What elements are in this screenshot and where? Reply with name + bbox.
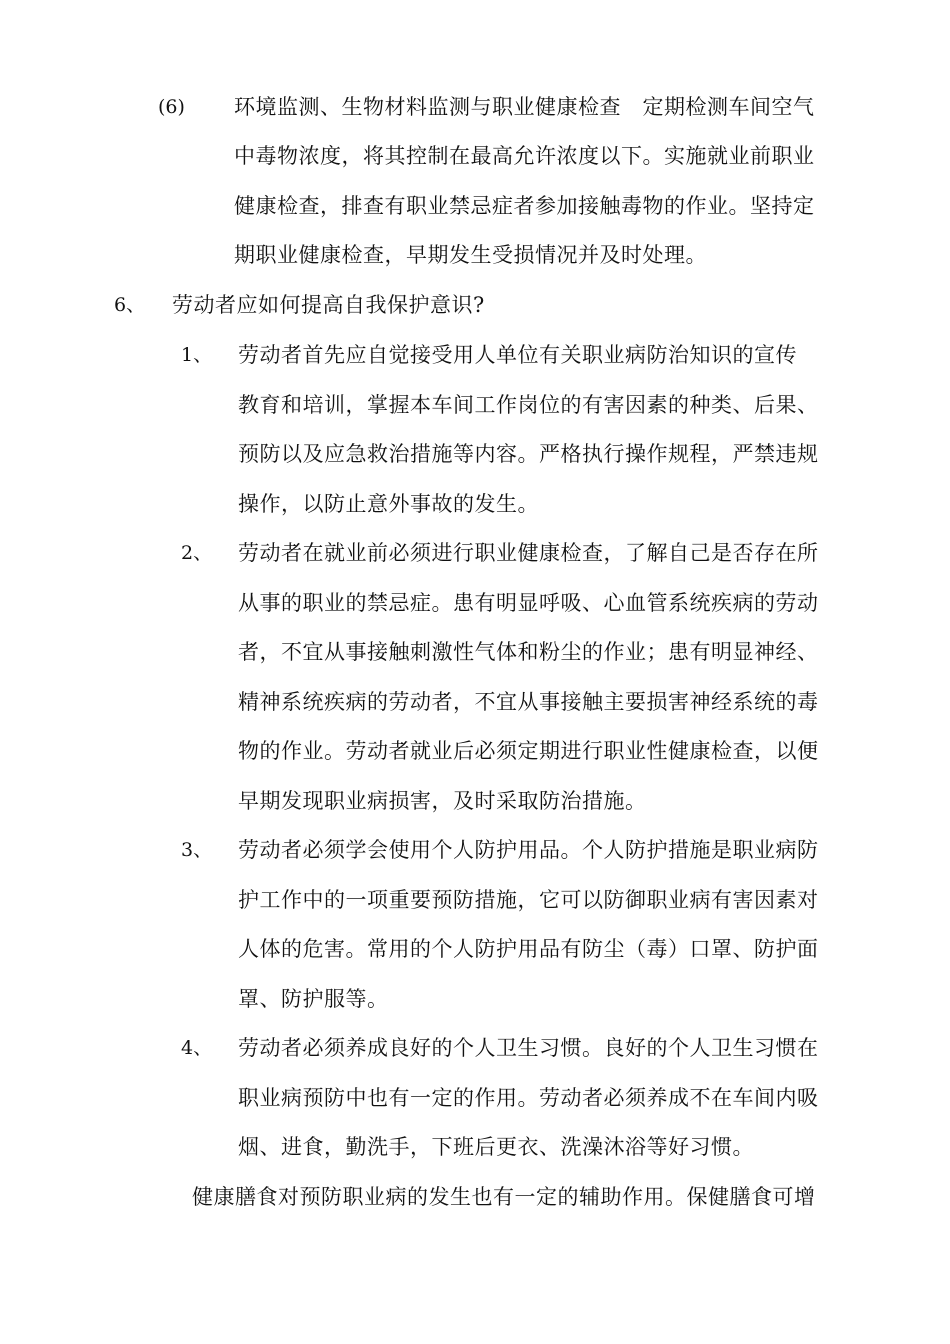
item-3-line-2: 护工作中的一项重要预防措施，它可以防御职业病有害因素对 bbox=[238, 888, 819, 912]
item-2-line-3: 者，不宜从事接触刺激性气体和粉尘的作业；患有明显神经、 bbox=[238, 640, 819, 664]
item-marker-3: 3、 bbox=[181, 839, 213, 861]
item-1-line-4: 操作，以防止意外事故的发生。 bbox=[238, 492, 539, 516]
item-marker-1: 1、 bbox=[181, 344, 213, 366]
item-1-line-3: 预防以及应急救治措施等内容。严格执行操作规程，严禁违规 bbox=[238, 442, 819, 466]
sub-item-6-line-3: 健康检查，排查有职业禁忌症者参加接触毒物的作业。坚持定 bbox=[234, 194, 815, 218]
item-2-line-4: 精神系统疾病的劳动者，不宜从事接触主要损害神经系统的毒 bbox=[238, 690, 819, 714]
item-3-line-1: 劳动者必须学会使用个人防护用品。个人防护措施是职业病防 bbox=[238, 838, 819, 862]
closing-paragraph-line: 健康膳食对预防职业病的发生也有一定的辅助作用。保健膳食可增 bbox=[192, 1185, 816, 1209]
sub-item-6-line-4: 期职业健康检查，早期发生受损情况并及时处理。 bbox=[234, 243, 707, 267]
question-6-text: 劳动者应如何提高自我保护意识? bbox=[172, 293, 485, 317]
item-2-line-2: 从事的职业的禁忌症。患有明显呼吸、心血管系统疾病的劳动 bbox=[238, 591, 819, 615]
item-1-line-1: 劳动者首先应自觉接受用人单位有关职业病防治知识的宣传 bbox=[238, 343, 797, 367]
item-3-line-3: 人体的危害。常用的个人防护用品有防尘（毒）口罩、防护面 bbox=[238, 937, 819, 961]
sub-item-6-line-2: 中毒物浓度，将其控制在最高允许浓度以下。实施就业前职业 bbox=[234, 144, 815, 168]
item-1-line-2: 教育和培训，掌握本车间工作岗位的有害因素的种类、后果、 bbox=[238, 393, 819, 417]
item-4-line-2: 职业病预防中也有一定的作用。劳动者必须养成不在车间内吸 bbox=[238, 1086, 819, 1110]
sub-item-marker-6: (6) bbox=[158, 96, 185, 118]
item-2-line-5: 物的作业。劳动者就业后必须定期进行职业性健康检查，以便 bbox=[238, 739, 819, 763]
item-marker-4: 4、 bbox=[181, 1037, 213, 1059]
question-marker-6: 6、 bbox=[114, 294, 146, 316]
item-3-line-4: 罩、防护服等。 bbox=[238, 987, 389, 1011]
item-2-line-1: 劳动者在就业前必须进行职业健康检查，了解自己是否存在所 bbox=[238, 541, 819, 565]
item-4-line-3: 烟、进食，勤洗手，下班后更衣、洗澡沐浴等好习惯。 bbox=[238, 1135, 754, 1159]
item-4-line-1: 劳动者必须养成良好的个人卫生习惯。良好的个人卫生习惯在 bbox=[238, 1036, 819, 1060]
sub-item-6-line-1: 环境监测、生物材料监测与职业健康检查 定期检测车间空气 bbox=[234, 95, 815, 119]
item-2-line-6: 早期发现职业病损害，及时采取防治措施。 bbox=[238, 789, 647, 813]
item-marker-2: 2、 bbox=[181, 542, 213, 564]
